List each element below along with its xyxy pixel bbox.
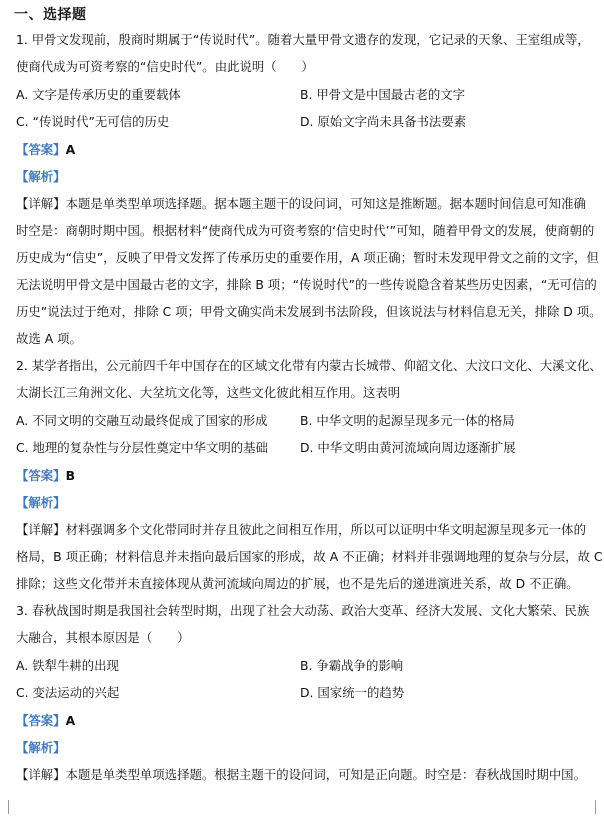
analysis-label: 【解析】: [16, 169, 66, 184]
question-2-detail-line-3: 排除；这些文化带并未直接体现从黄河流域向周边的扩展，也不是先后的递进演进关系，故 D 不正确。: [16, 576, 579, 591]
question-2-answer: [16, 467, 592, 485]
question-1-option-d: D. 原始文字尚未具备书法要素: [300, 114, 467, 129]
question-1-detail-line-2: 时空是：商朝时期中国。根据材料“使商代成为可资考察的‘信史时代’”可知，随着甲骨文的发展，使商朝的: [16, 223, 595, 238]
question-1-detail-line-4: 无法说明甲骨文是中国最古老的文字，排除 B 项；“传说时代”的一些传说隐含着某些历史因素，“无可信的: [16, 277, 597, 292]
detail-label: 【详解】: [16, 196, 66, 211]
question-3-option-b: B. 争霸战争的影响: [300, 658, 404, 673]
question-1-stem-line-1: 1. 甲骨文发现前，殷商时期属于“传说时代”。随着大量甲骨文遗存的发现，它记录的天象、王室组成等，: [16, 32, 590, 47]
analysis-label: 【解析】: [16, 495, 66, 510]
question-2-detail-line-1: [16, 521, 592, 539]
question-3-detail-line-1: [16, 766, 592, 784]
answer-value: A: [65, 713, 76, 728]
question-1-option-a: A. 文字是传承历史的重要载体: [16, 87, 181, 102]
detail-text: 材料强调多个文化带同时并存且彼此之间相互作用，所以可以证明中华文明起源呈现多元一体的: [65, 522, 586, 537]
question-1-detail-line-6: 故选 A 项。: [16, 331, 82, 346]
question-3-analysis: [16, 739, 592, 757]
question-2-stem-line-1: 2. 某学者指出，公元前四千年中国存在的区域文化带有内蒙古长城带、仰韶文化、大汶口文化、大溪文化、: [16, 358, 602, 373]
detail-label: 【详解】: [16, 522, 66, 537]
question-2-option-a: A. 不同文明的交融互动最终促成了国家的形成: [16, 413, 268, 428]
question-1-option-c: C. “传说时代”无可信的历史: [16, 114, 170, 129]
answer-label: 【答案】: [16, 468, 66, 483]
section-title: 一、选择题: [14, 7, 87, 23]
question-3-stem-line-2: 大融合，其根本原因是（ ）: [16, 630, 190, 645]
question-2-detail-line-2: 格局，B 项正确；材料信息并未指向最后国家的形成，故 A 不正确；材料并非强调地理的复杂与分层，故 C: [16, 549, 603, 564]
question-2-analysis: [16, 494, 592, 512]
question-1-answer: [16, 141, 592, 159]
question-2-option-d: D. 中华文明由黄河流域向周边逐渐扩展: [300, 440, 516, 455]
question-1-analysis: [16, 168, 592, 186]
question-1-detail-line-1: [16, 195, 592, 213]
question-3-option-d: D. 国家统一的趋势: [300, 685, 405, 700]
answer-label: 【答案】: [16, 142, 66, 157]
question-2-option-c: C. 地理的复杂性与分层性奠定中华文明的基础: [16, 440, 268, 455]
question-3-answer: [16, 712, 592, 730]
question-3-option-c: C. 变法运动的兴起: [16, 685, 120, 700]
detail-text: 本题是单类型单项选择题。据本题主题干的设问词，可知这是推断题。据本题时间信息可知准确: [65, 196, 586, 211]
question-2-option-b: B. 中华文明的起源呈现多元一体的格局: [300, 413, 515, 428]
answer-value: A: [65, 142, 76, 157]
detail-text: 本题是单类型单项选择题。根据主题干的设问词，可知是正向题。时空是：春秋战国时期中国。: [65, 767, 586, 782]
question-3-stem-line-1: 3. 春秋战国时期是我国社会转型时期，出现了社会大动荡、政治大变革、经济大发展、文化大繁荣、民族: [16, 603, 590, 618]
question-1-detail-line-3: 历史成为“信史”，反映了甲骨文发挥了传承历史的重要作用，A 项正确；暂时未发现甲骨文之前的文字，但: [16, 250, 599, 265]
page-corner-mark-left: [8, 800, 19, 814]
question-2-stem-line-2: 太湖长江三角洲文化、大坌坑文化等，这些文化彼此相互作用。这表明: [16, 385, 401, 400]
detail-label: 【详解】: [16, 767, 66, 782]
analysis-label: 【解析】: [16, 740, 66, 755]
question-1-option-b: B. 甲骨文是中国最古老的文字: [300, 87, 466, 102]
answer-value: B: [65, 468, 76, 483]
question-1-stem-line-2: 使商代成为可资考察的“信史时代”。由此说明（ ）: [16, 59, 314, 74]
question-1-detail-line-5: 历史”说法过于绝对，排除 C 项；甲骨文确实尚未发展到书法阶段，但该说法与材料信息无关，排除 D 项。: [16, 304, 602, 319]
question-3-option-a: A. 铁犁牛耕的出现: [16, 658, 119, 673]
page-corner-mark-right: [585, 800, 596, 814]
answer-label: 【答案】: [16, 713, 66, 728]
